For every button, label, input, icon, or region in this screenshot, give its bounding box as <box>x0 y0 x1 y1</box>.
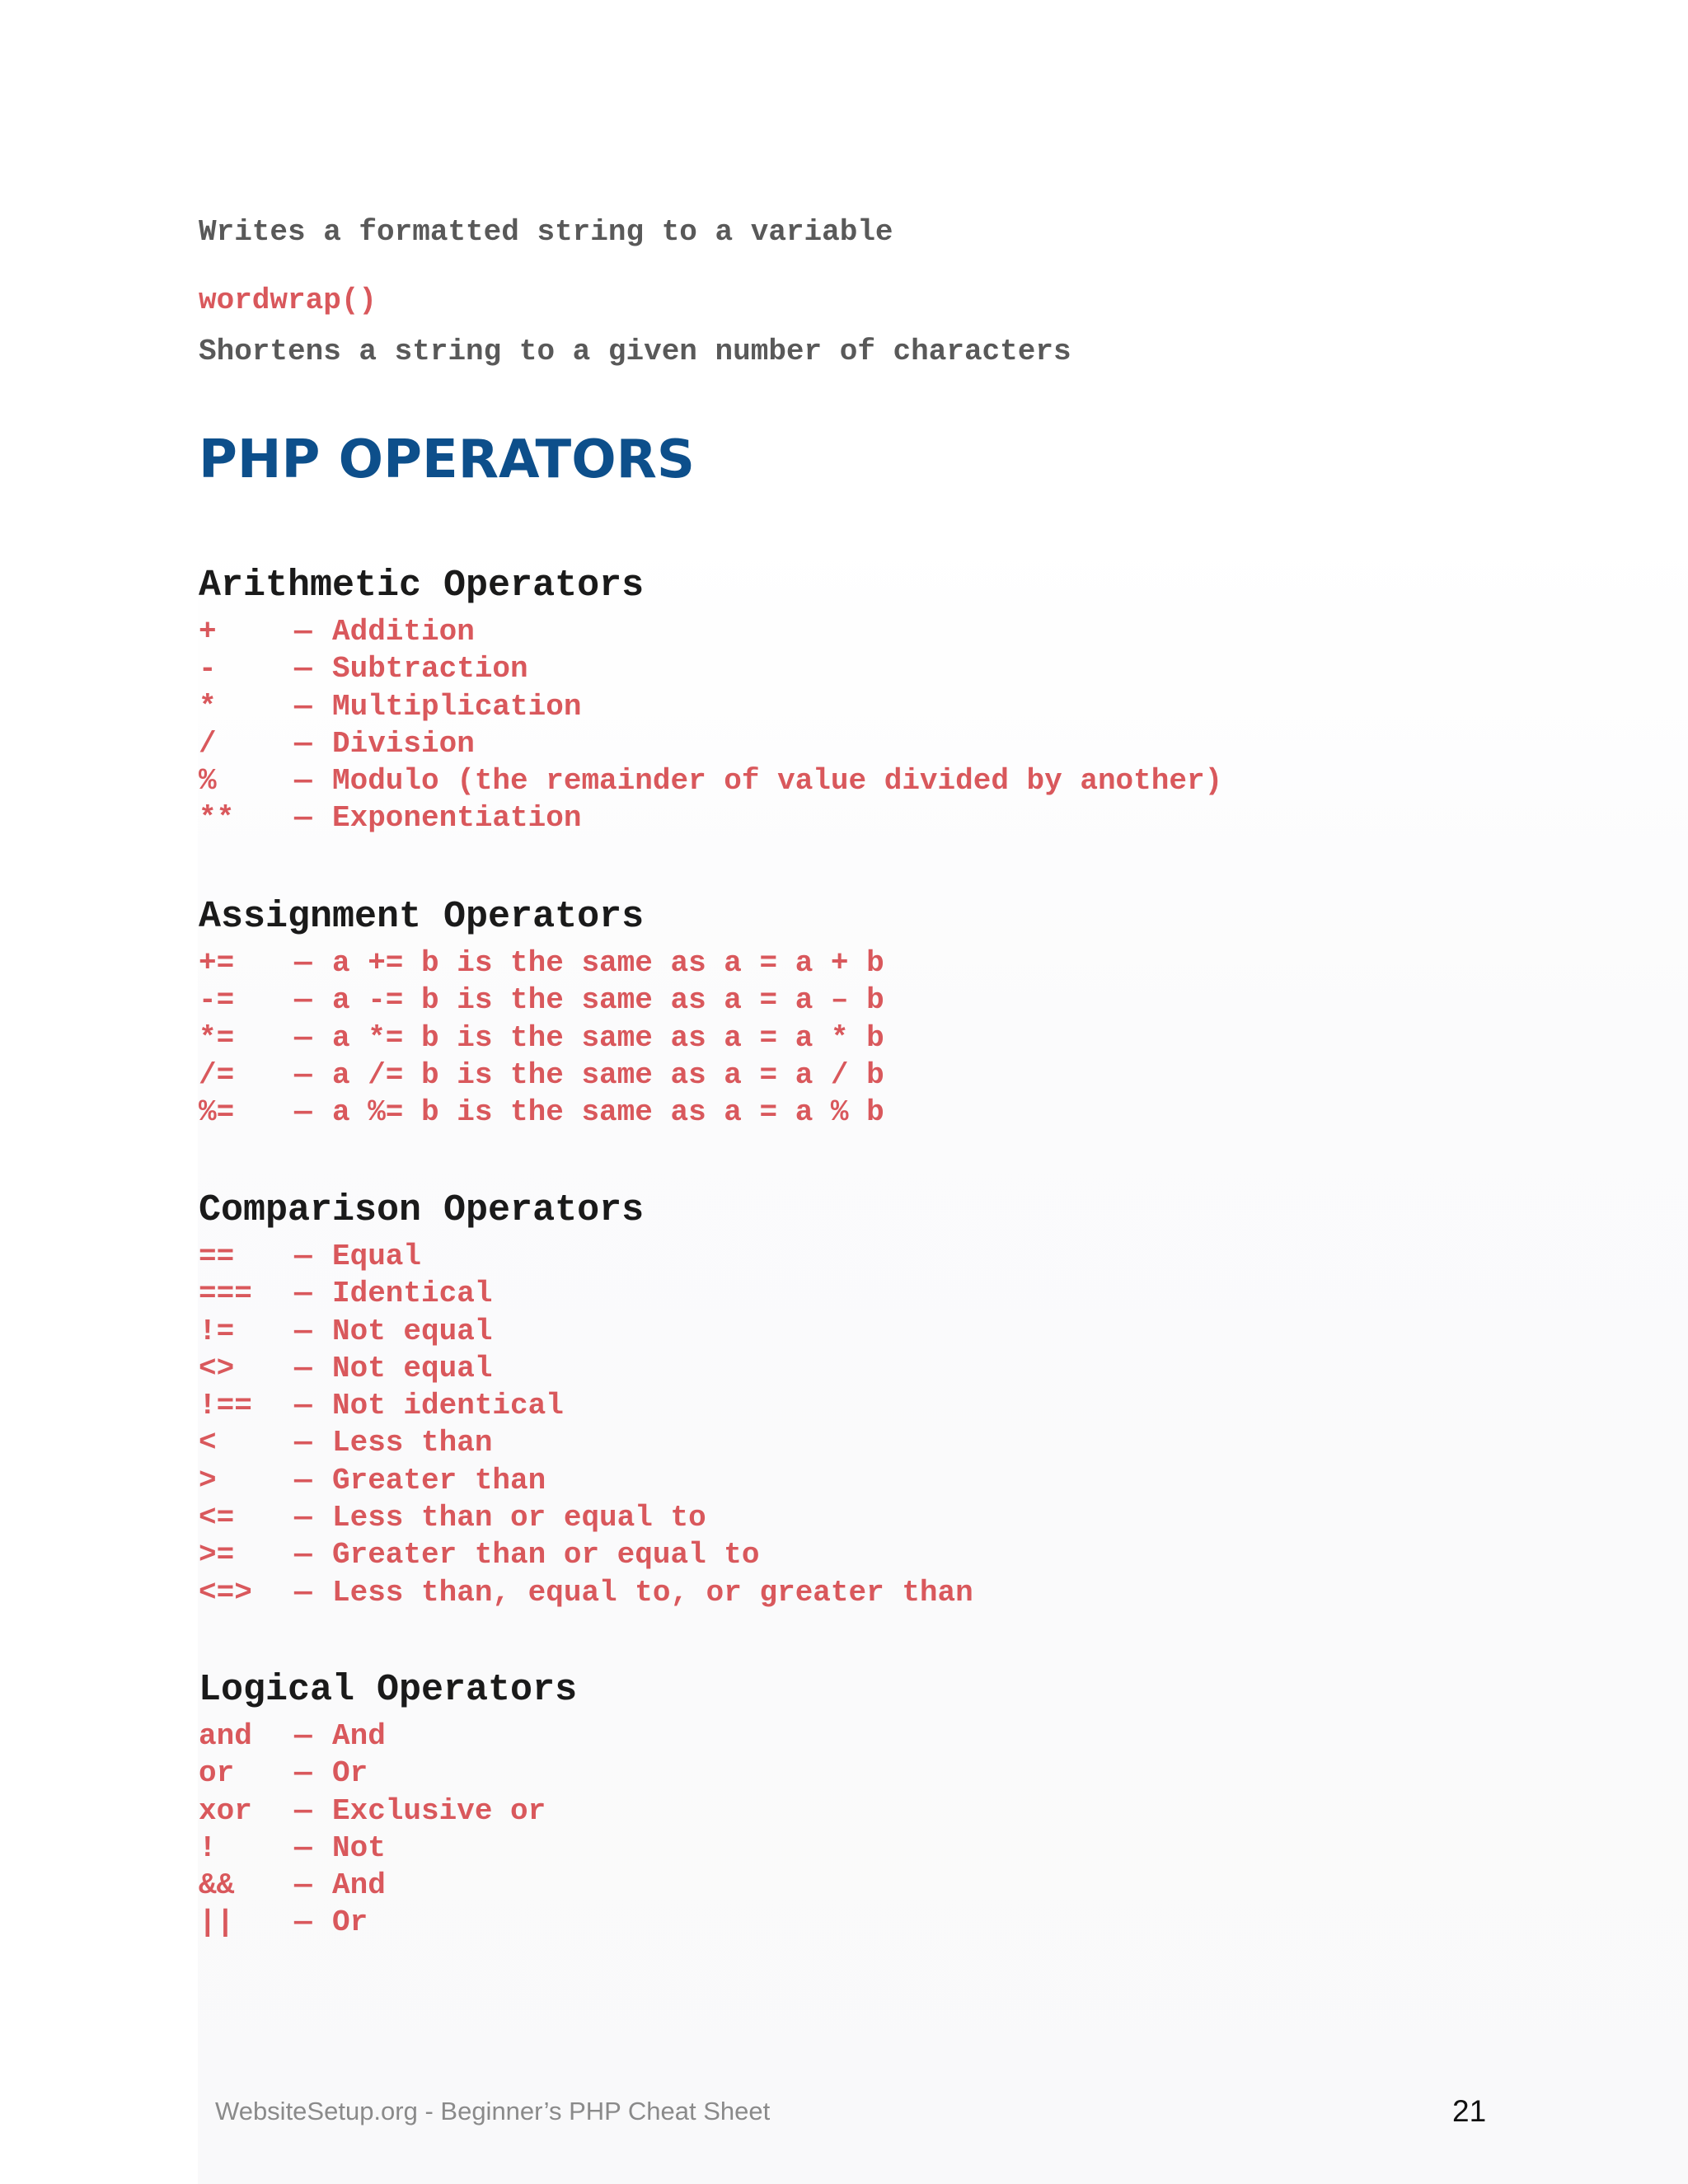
operator-row <box>199 1094 884 1131</box>
operator-symbol: !== <box>199 1389 252 1423</box>
operator-description: Not equal <box>332 1314 493 1348</box>
operator-row <box>199 1793 546 1830</box>
operator-description: Modulo (the remainder of value divided by another) <box>332 764 1223 799</box>
operator-description: Less than <box>332 1426 493 1460</box>
operator-description: a -= b is the same as a = a – b <box>332 983 884 1018</box>
logical-list <box>199 1718 546 1942</box>
operator-description: Addition <box>332 615 475 649</box>
operator-row <box>199 1313 973 1350</box>
operator-description: a /= b is the same as a = a / b <box>332 1057 884 1092</box>
operator-description: Division <box>332 726 475 761</box>
operator-row <box>199 982 884 1019</box>
operator-description: Greater than or equal to <box>332 1538 760 1572</box>
operator-row <box>199 1387 973 1424</box>
operator-symbol: + <box>199 615 217 649</box>
operator-row <box>199 613 1222 650</box>
operator-row <box>199 1057 884 1094</box>
sprintf-description: Writes a formatted string to a variable <box>199 215 893 249</box>
operator-symbol: <= <box>199 1501 235 1535</box>
operator-description: Identical <box>332 1277 493 1311</box>
operator-symbol: += <box>199 946 235 980</box>
wordwrap-description: Shortens a string to a given number of characters <box>199 335 1071 368</box>
operator-description: Not equal <box>332 1351 493 1385</box>
operator-dash: — <box>294 1057 312 1092</box>
operator-description: Not <box>332 1830 386 1865</box>
operator-dash: — <box>294 1538 312 1572</box>
operator-symbol: % <box>199 764 217 799</box>
operator-description: Less than, equal to, or greater than <box>332 1575 973 1610</box>
operator-dash: — <box>294 689 312 724</box>
operator-row <box>199 944 884 982</box>
operator-dash: — <box>294 801 312 836</box>
operator-row <box>199 1536 973 1573</box>
operator-symbol: xor <box>199 1793 252 1828</box>
operator-dash: — <box>294 1314 312 1348</box>
operator-row <box>199 1755 546 1792</box>
operator-description: Or <box>332 1756 368 1791</box>
operator-row <box>199 1830 546 1867</box>
operator-symbol: or <box>199 1756 235 1791</box>
operator-row <box>199 799 1222 837</box>
operator-dash: — <box>294 1020 312 1055</box>
operator-row <box>199 1867 546 1904</box>
operator-description: Subtraction <box>332 652 528 687</box>
operator-description: a *= b is the same as a = a * b <box>332 1020 884 1055</box>
operator-symbol: >= <box>199 1538 235 1572</box>
operator-symbol: %= <box>199 1095 235 1130</box>
operator-description: Or <box>332 1905 368 1940</box>
operator-dash: — <box>294 1389 312 1423</box>
arithmetic-heading: Arithmetic Operators <box>199 565 645 607</box>
operator-row <box>199 1275 973 1312</box>
operator-dash: — <box>294 1719 312 1753</box>
operator-description: Less than or equal to <box>332 1501 706 1535</box>
operator-dash: — <box>294 1830 312 1865</box>
wordwrap-function-name: wordwrap() <box>199 284 377 317</box>
operator-dash: — <box>294 1501 312 1535</box>
operator-dash: — <box>294 1277 312 1311</box>
assignment-heading: Assignment Operators <box>199 896 645 938</box>
operator-dash: — <box>294 764 312 799</box>
operator-symbol: / <box>199 726 217 761</box>
operator-symbol: ** <box>199 801 235 836</box>
operator-dash: — <box>294 1240 312 1273</box>
operator-symbol: * <box>199 689 217 724</box>
operator-dash: — <box>294 652 312 687</box>
operator-dash: — <box>294 1095 312 1130</box>
operator-dash: — <box>294 1575 312 1610</box>
footer-source: WebsiteSetup.org - Beginner’s PHP Cheat Sheet <box>215 2097 771 2125</box>
operator-description: Exponentiation <box>332 801 582 836</box>
operator-symbol: < <box>199 1426 217 1460</box>
operator-dash: — <box>294 1868 312 1903</box>
operator-symbol: <> <box>199 1351 235 1385</box>
operator-symbol: && <box>199 1868 235 1903</box>
operator-description: Greater than <box>332 1463 546 1497</box>
operator-row <box>199 1424 973 1461</box>
operator-dash: — <box>294 1463 312 1497</box>
operator-symbol: === <box>199 1277 252 1311</box>
operator-symbol: == <box>199 1240 235 1273</box>
operator-row <box>199 1350 973 1387</box>
operator-row <box>199 650 1222 687</box>
operator-symbol: - <box>199 652 217 687</box>
operator-dash: — <box>294 615 312 649</box>
operator-description: And <box>332 1868 386 1903</box>
operator-dash: — <box>294 983 312 1018</box>
comparison-heading: Comparison Operators <box>199 1189 645 1231</box>
operator-dash: — <box>294 1793 312 1828</box>
operator-row <box>199 1019 884 1057</box>
operator-row <box>199 1238 973 1275</box>
operator-row <box>199 1718 546 1755</box>
operator-row <box>199 688 1222 725</box>
page-title: PHP OPERATORS <box>199 429 695 490</box>
operator-symbol: <=> <box>199 1575 252 1610</box>
operator-description: Multiplication <box>332 689 582 724</box>
operator-description: a += b is the same as a = a + b <box>332 946 884 980</box>
operator-symbol: and <box>199 1719 252 1753</box>
operator-dash: — <box>294 1905 312 1940</box>
operator-description: And <box>332 1719 386 1753</box>
operator-dash: — <box>294 1756 312 1791</box>
operator-symbol: -= <box>199 983 235 1018</box>
operator-description: Exclusive or <box>332 1793 546 1828</box>
operator-symbol: /= <box>199 1057 235 1092</box>
assignment-list <box>199 944 884 1131</box>
comparison-list <box>199 1238 973 1611</box>
operator-dash: — <box>294 946 312 980</box>
operator-dash: — <box>294 1351 312 1385</box>
operator-symbol: *= <box>199 1020 235 1055</box>
page-number: 21 <box>1452 2094 1487 2128</box>
operator-symbol: || <box>199 1905 235 1940</box>
operator-row <box>199 725 1222 762</box>
operator-row <box>199 1574 973 1611</box>
operator-row <box>199 762 1222 799</box>
operator-symbol: ! <box>199 1830 217 1865</box>
operator-row <box>199 1904 546 1941</box>
operator-description: Equal <box>332 1240 422 1273</box>
operator-symbol: != <box>199 1314 235 1348</box>
operator-description: a %= b is the same as a = a % b <box>332 1095 884 1130</box>
operator-description: Not identical <box>332 1389 564 1423</box>
operator-symbol: > <box>199 1463 217 1497</box>
operator-dash: — <box>294 726 312 761</box>
operator-row <box>199 1499 973 1536</box>
operator-dash: — <box>294 1426 312 1460</box>
logical-heading: Logical Operators <box>199 1669 578 1711</box>
arithmetic-list <box>199 613 1222 837</box>
operator-row <box>199 1462 973 1499</box>
